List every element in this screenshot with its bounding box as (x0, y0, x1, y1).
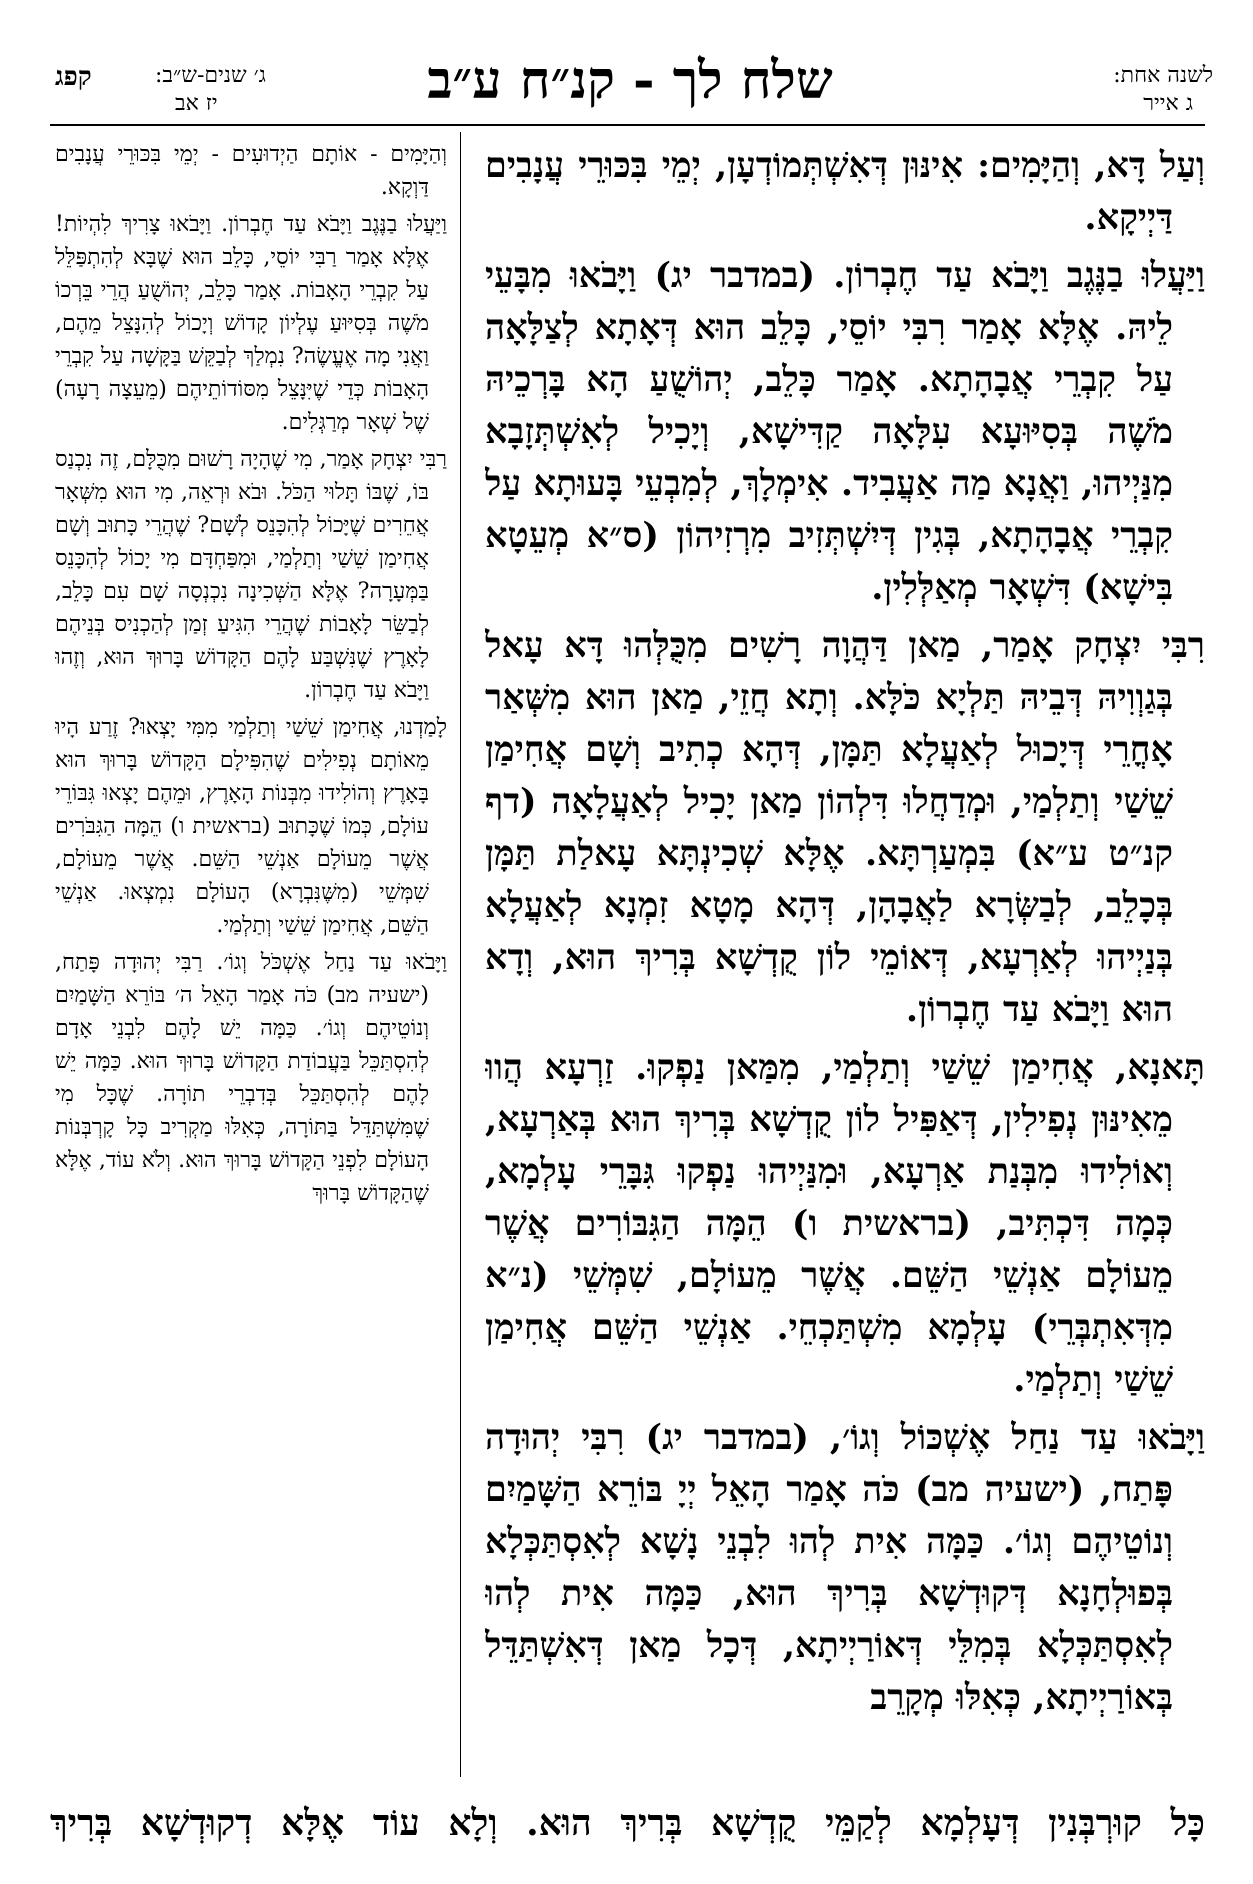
study-schedule-date: ג אייר (1143, 91, 1193, 116)
cycle-schedule-label: ג׳ שנים-ש״ב: (155, 63, 266, 88)
commentary-paragraph: וַיָּבֹאוּ עַד נַחַל אֶשְׁכֹּל וְגוֹ׳. רַבִּי יְהוּדָה פָּתַח, (ישעיה מב) כֹּה אָמַר הָאֵל ה׳ בּוֹרֵא הַשָּׁמַיִם וְנוֹטֵיהֶם וְגוֹ׳. כַּמָּה יֵשׁ לָהֶם לִבְנֵי אָדָם לְהִסְתַּכֵּל בַּעֲבוֹדַת הַקָּדוֹשׁ בָּרוּךְ הוּא. כַּמָּה יֵשׁ לָהֶם לְהִסְתַּכֵּל בְּדִבְרֵי תוֹרָה. שֶׁכָּל מִי שֶׁמִּשְׁתַּדֵּל בַּתּוֹרָה, כְּאִלּוּ מַקְרִיב כָּל קָרְבְּנוֹת הָעוֹלָם לִפְנֵי הַקָּדוֹשׁ בָּרוּךְ הוּא. וְלֹא עוֹד, אֶלָּא שֶׁהַקָּדוֹשׁ בָּרוּךְ (55, 950, 447, 1206)
commentary-paragraph: רַבִּי יִצְחָק אָמַר, מִי שֶׁהָיָה רָשׁוּם מִכֻּלָּם, זֶה נִכְנַס בּוֹ, שֶׁבּוֹ תָּלוּי הַכֹּל. וּבֹא וּרְאֵה, מִי הוּא מִשְּׁאָר אֲחֵרִים שֶׁיָּכוֹל לְהִכָּנֵס לְשָׁם? שֶׁהֲרֵי כָּתוּב וְשָׁם אֲחִימַן שֵׁשַׁי וְתַלְמַי, וּמִפַּחְדָּם מִי יָכוֹל לְהִכָּנֵס בַּמְּעָרָה? אֶלָּא הַשְּׁכִינָה נִכְנְסָה שָׁם עִם כָּלֵב, לְבַשֵּׂר לָאָבוֹת שֶׁהֲרֵי הִגִּיעַ זְמַן לְהַכְנִיס בְּנֵיהֶם לָאָרֶץ שֶׁנִּשְׁבַּע לָהֶם הַקָּדוֹשׁ בָּרוּךְ הוּא, וְזֶהוּ וַיָּבֹא עַד חֶבְרוֹן. (55, 447, 447, 703)
cycle-schedule-date: יז אב (175, 91, 218, 116)
header-divider (50, 124, 1205, 126)
commentary-paragraph: וְהַיָּמִים - אוֹתָם הַיְדוּעִים - יְמֵי בִּכּוּרֵי עֲנָבִים דַּוְקָא. (55, 142, 447, 200)
commentary-column (55, 138, 447, 1778)
page-number: קפג (55, 62, 92, 92)
column-divider (460, 132, 461, 1777)
commentary-paragraph: לָמַדְנוּ, אֲחִימַן שֵׁשַׁי וְתַלְמַי מִמִּי יָצְאוּ? זֶרַע הָיוּ מֵאוֹתָם נְפִילִים שֶׁהִפִּילָם הַקָּדוֹשׁ בָּרוּךְ הוּא בָּאָרֶץ וְהוֹלִידוּ מִבְּנוֹת הָאָרֶץ, וּמֵהֶם יָצְאוּ גִּבּוֹרֵי עוֹלָם, כְּמוֹ שֶׁכָּתוּב (בראשית ו) הֵמָּה הַגִּבֹּרִים אֲשֶׁר מֵעוֹלָם אַנְשֵׁי הַשֵּׁם. אֲשֶׁר מֵעוֹלָם, שִׁמְּשֵׁי (מִשֶּׁנִּבְרָא) הָעוֹלָם נִמְצְאוּ. אַנְשֵׁי הַשֵּׁם, אֲחִימַן שֵׁשַׁי וְתַלְמַי. (55, 715, 447, 938)
main-paragraph: וַיָּבֹאוּ עַד נַחַל אֶשְׁכּוֹל וְגוֹ׳, (במדבר יג) רִבִּי יְהוּדָה פָּתַח, (ישעיה מב) כֹּה אָמַר הָאֵל יְיָ בּוֹרֵא הַשָּׁמַיִם וְנוֹטֵיהֶם וְגוֹ׳. כַּמָּה אִית לְהוּ לִבְנֵי נָשָׁא לְאִסְתַּכְּלָא בְּפוּלְחָנָא דְּקוּדְשָׁא בְּרִיךְ הוּא, כַּמָּה אִית לְהוּ לְאִסְתַּכְּלָא בְּמִלֵּי דְּאוֹרַיְיתָא, דְּכָל מַאן דְּאִשְׁתַּדֵּל בְּאוֹרַיְיתָא, כְּאִלּוּ מְקָרֵב (485, 1417, 1205, 1718)
study-schedule-label: לשנה אחת: (1113, 63, 1213, 88)
main-paragraph: וְעַל דָּא, וְהַיָּמִים: אִינּוּן דְּאִשְׁתְּמוֹדְעָן, יְמֵי בִּכּוּרֵי עֲנָבִים דַּיְיקָא. (485, 145, 1205, 238)
main-text-continuation: כָּל קוּרְבְּנִין דְּעָלְמָא לְקַמֵּי קֻדְשָׁא בְּרִיךְ הוּא. וְלָא עוֹד אֶלָּא דְקוּדְשָׁא בְּרִיךְ (50, 1802, 1205, 1844)
main-text-column (485, 140, 1205, 1780)
commentary-paragraph: וַיַּעֲלוּ בַנֶּגֶב וַיָּבֹא עַד חֶבְרוֹן. וַיָּבֹאוּ צָרִיךְ לִהְיוֹת! אֶלָּא אָמַר רַבִּי יוֹסֵי, כָּלֵב הוּא שֶׁבָּא לְהִתְפַּלֵּל עַל קִבְרֵי הָאָבוֹת. אָמַר כָּלֵב, יְהוֹשֻׁעַ הֲרֵי בֵּרְכוֹ מֹשֶׁה בְּסִיּוּעַ עֶלְיוֹן קָדוֹשׁ וְיָכוֹל לְהִנָּצֵל מֵהֶם, וַאֲנִי מָה אֶעֱשֶׂה? נִמְלַךְ לְבַקֵּשׁ בַּקָּשָׁה עַל קִבְרֵי הָאָבוֹת כְּדֵי שֶׁיִּנָּצֵל מִסּוֹדוֹתֵיהֶם (מֵעֵצָה רָעָה) שֶׁל שְׁאָר מְרַגְּלִים. (55, 212, 447, 435)
main-paragraph: רִבִּי יִצְחָק אָמַר, מַאן דַּהֲוָה רָשִׁים מִכֻּלְּהוּ דָּא עָאל בְּגַוְוִיהּ דְּבֵיהּ תַּלְיָא כֹּלָּא. וְתָא חֲזֵי, מַאן הוּא מִשְּׁאַר אָחֳרֵי דְּיָכוּל לְאַעֲלָא תַּמָּן, דְּהָא כְתִיב וְשָׁם אֲחִימַן שֵׁשַׁי וְתַלְמַי, וּמְדַחֲלוּ דִּלְהוֹן מַאן יָכִיל לְאַעֲלָאָה (דף קנ״ט ע״א) בִּמְעַרְתָּא. אֶלָּא שְׁכִינְתָּא עָאלַת תַּמָּן בְּכָלֵב, לְבַשְּׂרָא לַאֲבָהָן, דְּהָא מָטָא זִמְנָא לְאַעֲלָא בְּנַיְיהוּ לְאַרְעָא, דְּאוֹמֵי לוֹן קֻדְשָׁא בְּרִיךְ הוּא, וְדָא הוּא וַיָּבֹא עַד חֶבְרוֹן. (485, 625, 1205, 1030)
page-header (0, 0, 1253, 130)
main-paragraph: וַיַּעֲלוּ בַנֶּגֶב וַיָּבֹא עַד חֶבְרוֹן. (במדבר יג) וַיָּבֹאוּ מִבָּעֵי לֵיהּ. אֶלָּא אָמַר רִבִּי יוֹסֵי, כָּלֵב הוּא דְּאָתָא לְצַלָּאָה עַל קִבְרֵי אֲבָהָתָא. אָמַר כָּלֵב, יְהוֹשֻׁעַ הָא בָּרְכֵיהּ מֹשֶׁה בְּסִיּוּעָא עִלָּאָה קַדִּישָׁא, וְיָכִיל לְאִשְׁתְּזָבָא מִנַּיְיהוּ, וַאֲנָא מַה אַעֲבִיד. אִימְלָךְ, לְמִבְעֵי בָּעוּתָא עַל קִבְרֵי אֲבָהָתָא, בְּגִין דְּיִשְׁתְּזִיב מִרְזִיהוֹן (ס״א מְעֵטָא בִּישָׁא) דִּשְׁאָר מְאַלְּלִין. (485, 255, 1205, 608)
main-paragraph: תָּאנָא, אֲחִימַן שֵׁשַׁי וְתַלְמַי, מִמַּאן נַפְקוּ. זַרְעָא הֲווּ מֵאִינּוּן נְפִילִין, דְּאַפִּיל לוֹן קֻדְשָׁא בְּרִיךְ הוּא בְּאַרְעָא, וְאוֹלִידוּ מִבְּנַת אַרְעָא, וּמִנַּיְיהוּ נַפְקוּ גִּבָּרֵי עָלְמָא, כְּמָה דִּכְתִּיב, (בראשית ו) הֵמָּה הַגִּבּוֹרִים אֲשֶׁר מֵעוֹלָם אַנְשֵׁי הַשֵּׁם. אֲשֶׁר מֵעוֹלָם, שִׁמְּשֵׁי (נ״א מִדְּאִתְבְּרֵי) עָלְמָא מִשְׁתַּכְחֵי. אַנְשֵׁי הַשֵּׁם אֲחִימַן שֵׁשַׁי וְתַלְמַי. (485, 1047, 1205, 1400)
page-title: שלח לך - קנ״ח ע״ב (427, 50, 833, 111)
